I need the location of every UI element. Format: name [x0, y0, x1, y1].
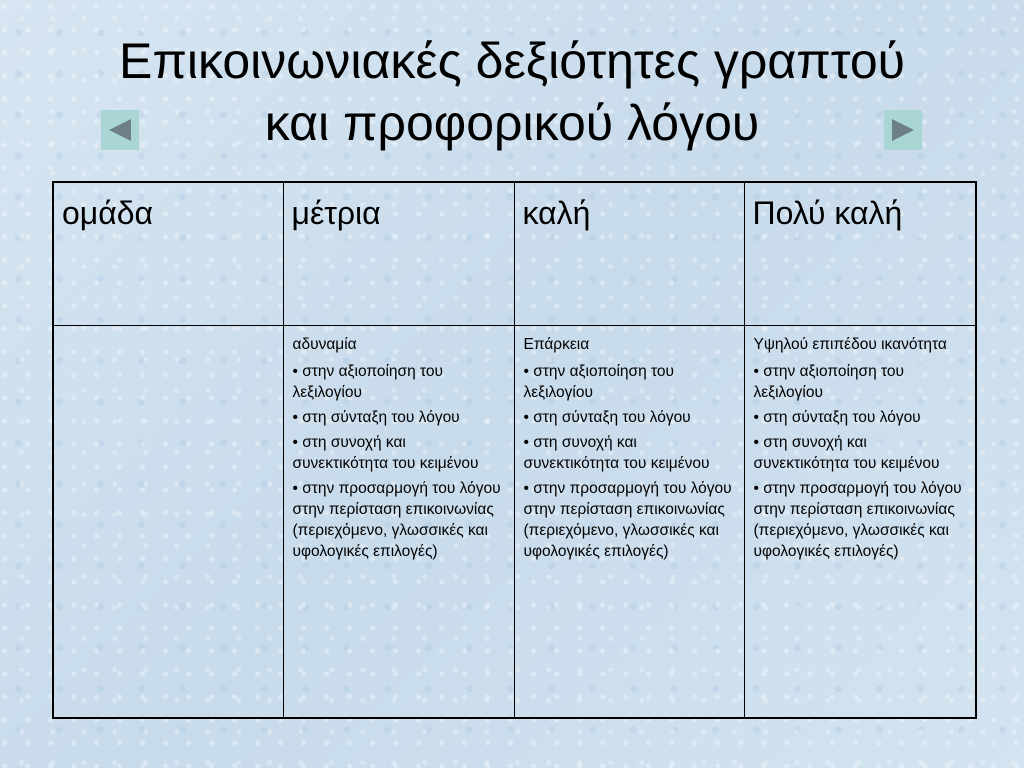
list-item: • στη σύνταξη του λόγου: [293, 407, 505, 428]
list-item: • στην προσαρμογή του λόγου στην περίσταση επικοινωνίας (περιεχόμενο, γλωσσικές και υφολογικές επιλογές): [524, 478, 735, 562]
table-header-row: [53, 182, 976, 326]
good-cell: [514, 326, 744, 719]
list-item: • στην αξιοποίηση του λεξιλογίου: [524, 361, 735, 403]
header-cell-good: καλή: [514, 182, 744, 326]
table-row: [53, 326, 976, 719]
slide-title-line-1: Επικοινωνιακές δεξιότητες γραπτού: [119, 33, 905, 89]
very-good-cell: [744, 326, 976, 719]
list-item: • στη συνοχή και συνεκτικότητα του κειμένου: [293, 432, 505, 474]
group-cell: [53, 326, 283, 719]
slide-title: [0, 30, 1024, 154]
list-item: • στην προσαρμογή του λόγου στην περίσταση επικοινωνίας (περιεχόμενο, γλωσσικές και υφολογικές επιλογές): [754, 478, 967, 562]
good-heading: Επάρκεια: [523, 336, 590, 353]
right-triangle-icon: [884, 110, 922, 150]
very-good-heading: Υψηλού επιπέδου ικανότητα: [753, 336, 947, 353]
slide-title-line-2: και προφορικού λόγου: [264, 95, 760, 151]
list-item: • στην αξιοποίηση του λεξιλογίου: [293, 361, 505, 403]
header-cell-very-good: Πολύ καλή: [744, 182, 976, 326]
moderate-cell: [283, 326, 514, 719]
previous-slide-button[interactable]: [101, 110, 139, 150]
next-slide-button[interactable]: [884, 110, 922, 150]
list-item: • στην προσαρμογή του λόγου στην περίσταση επικοινωνίας (περιεχόμενο, γλωσσικές και υφολογικές επιλογές): [293, 478, 505, 562]
moderate-heading: αδυναμία: [292, 336, 357, 353]
list-item: • στη σύνταξη του λόγου: [754, 407, 967, 428]
header-cell-moderate: μέτρια: [283, 182, 514, 326]
list-item: • στην αξιοποίηση του λεξιλογίου: [754, 361, 967, 403]
list-item: • στη σύνταξη του λόγου: [524, 407, 735, 428]
list-item: • στη συνοχή και συνεκτικότητα του κειμένου: [754, 432, 967, 474]
header-cell-group: ομάδα: [53, 182, 283, 326]
skills-table: [52, 181, 977, 719]
list-item: • στη συνοχή και συνεκτικότητα του κειμένου: [524, 432, 735, 474]
left-triangle-icon: [101, 110, 139, 150]
